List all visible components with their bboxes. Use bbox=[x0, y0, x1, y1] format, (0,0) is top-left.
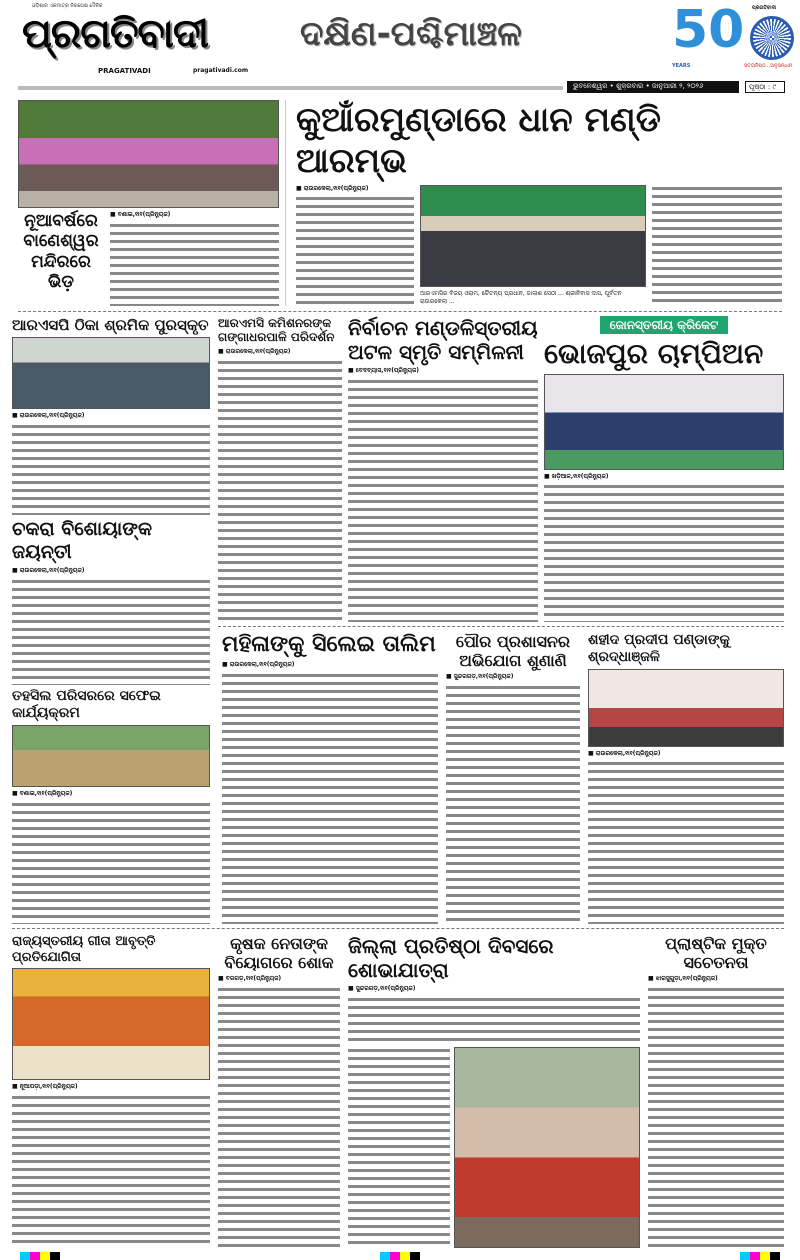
rmc-dateline: ■ ରାଉରକେଲା,୧ା୧(ପ୍ରିନ୍ୟୁଜ) bbox=[218, 347, 291, 355]
gita-photo bbox=[12, 968, 210, 1080]
mandi-story bbox=[296, 100, 782, 306]
temple-dateline: ■ ବଣାଇ,୧ା୧(ପ୍ରିନ୍ୟୁଜ) bbox=[110, 211, 171, 218]
chakra-dateline: ■ ରାଉରକେଲା,୧ା୧(ପ୍ରିନ୍ୟୁଜ) bbox=[12, 566, 85, 574]
krushak-headline: କୃଷକ ନେତାଙ୍କ ବିୟୋଗରେ ଶୋକ bbox=[224, 934, 334, 973]
gita-story bbox=[12, 934, 210, 1248]
tagline: ଓଡ଼ିଶାର ଏକମାତ୍ର ନିରପେକ୍ଷ ଦୈନିକ bbox=[32, 3, 103, 9]
jilla-headline: ଜିଲ୍ଲା ପ୍ରତିଷ୍ଠା ଦିବସରେ ଶୋଭାଯାତ୍ରା bbox=[348, 934, 554, 982]
gita-body bbox=[12, 1094, 210, 1248]
mandi-photo-col bbox=[420, 185, 646, 306]
shahid-body bbox=[588, 760, 784, 924]
left-column bbox=[12, 316, 210, 924]
anniversary-number: 50 bbox=[672, 0, 745, 60]
rmc-body bbox=[218, 359, 342, 622]
cricket-photo bbox=[544, 374, 784, 470]
seal-icon bbox=[750, 16, 794, 60]
plastic-story bbox=[648, 934, 784, 1248]
anniversary-years: YEARS bbox=[672, 63, 691, 69]
gita-dateline: ■ ନୂଆପଡ଼ା,୧ା୧(ପ୍ରିନ୍ୟୁଜ) bbox=[12, 1083, 78, 1091]
page-number: ପୃଷ୍ଠା : ୯ bbox=[745, 81, 785, 93]
cricket-kicker-banner: ଜୋନସ୍ତରୀୟ କ୍ରିକେଟ bbox=[600, 316, 729, 334]
mandi-headline: କୁଆଁରମୁଣ୍ଡାରେ ଧାନ ମଣ୍ଡି ଆରମ୍ଭ bbox=[296, 100, 661, 181]
tahasil-dateline: ■ ବଣାଇ,୧ା୧(ପ୍ରିନ୍ୟୁଜ) bbox=[12, 790, 73, 797]
mandi-body-col1 bbox=[296, 195, 414, 306]
row-middle bbox=[218, 316, 784, 622]
mandi-caption: ଆରଏମସିର ବିଜୟ ଓରାମ, ଚୈତନ୍ୟ ପ୍ରଧାନ, ଜାଲାଶ ସେଠୀ ... ଶ୍ରୀନିବାସ ଦାସ, ପୂର୍ବତନ ରାଉରକେଲା ... bbox=[420, 290, 622, 306]
section-divider bbox=[12, 928, 784, 929]
cricket-story bbox=[544, 316, 784, 622]
cricket-body bbox=[544, 483, 784, 622]
shahid-story bbox=[588, 632, 784, 924]
krushak-body bbox=[218, 986, 340, 1248]
mandi-dateline: ■ ରାଉରକେଲା,୧ା୧(ପ୍ରିନ୍ୟୁଜ) bbox=[296, 184, 369, 192]
shahid-photo bbox=[588, 669, 784, 747]
registration-mark bbox=[380, 1252, 420, 1260]
krushak-story bbox=[218, 934, 340, 1248]
plastic-body bbox=[648, 986, 784, 1248]
shahid-headline: ଶହୀଦ ପ୍ରଦୀପ ପଣ୍ଡାଙ୍କୁ ଶ୍ରଦ୍ଧାଞ୍ଜଳି bbox=[588, 632, 730, 665]
date-line: ଭୁବନେଶ୍ୱର • ଶୁକ୍ରବାର • ଜାନୁଆରୀ ୨, ୨୦୨୬ bbox=[567, 81, 739, 93]
registration-mark bbox=[20, 1252, 60, 1260]
newspaper-name: ପ୍ରଗତିବାଦୀ bbox=[22, 11, 209, 57]
rsp-dateline: ■ ରାଉରକେଲା,୧ା୧(ପ୍ରିନ୍ୟୁଜ) bbox=[12, 412, 85, 419]
temple-text bbox=[110, 211, 279, 306]
newspaper-name-english: PRAGATIVADI bbox=[98, 67, 151, 75]
website-url: pragativadi.com bbox=[193, 67, 249, 74]
row-top bbox=[18, 100, 782, 306]
shahid-dateline: ■ ରାଉରକେଲା,୧ା୧(ପ୍ରିନ୍ୟୁଜ) bbox=[588, 749, 661, 757]
silai-body bbox=[222, 672, 438, 924]
temple-photo bbox=[18, 100, 279, 208]
jilla-lower-row bbox=[348, 1047, 640, 1248]
paura-story bbox=[446, 632, 580, 924]
temple-headline: ନୂଆବର୍ଷରେ ବାଣେଶ୍ୱର ମନ୍ଦିରରେ ଭିଡ଼ bbox=[23, 211, 99, 293]
section-title: ଦକ୍ଷିଣ-ପଶ୍ଚିମାଞ୍ଚଳ bbox=[300, 14, 522, 54]
rmc-story bbox=[218, 316, 342, 622]
tahasil-photo bbox=[12, 725, 210, 787]
jilla-story bbox=[348, 934, 640, 1248]
row-bottom bbox=[12, 934, 784, 1248]
silai-headline: ମହିଳାଙ୍କୁ ସିଲେଇ ତାଲିମ bbox=[222, 632, 436, 657]
chakra-headline: ଚକରା ବିଶୋୟାଙ୍କ ଜୟନ୍ତୀ bbox=[12, 518, 152, 563]
tahasil-headline: ତହସିଲ ପରିସରରେ ସଫେଇ କାର୍ଯ୍ୟକ୍ରମ bbox=[12, 688, 161, 722]
mandi-body-col2 bbox=[652, 185, 782, 306]
paura-body bbox=[446, 684, 580, 924]
jilla-photo bbox=[454, 1047, 640, 1248]
paura-dateline: ■ ସୁନ୍ଦରଗଡ଼,୧ା୧(ପ୍ରିନ୍ୟୁଜ) bbox=[446, 673, 514, 681]
plastic-headline: ପ୍ଲାଷ୍ଟିକ ମୁକ୍ତ ସଚେତନତା bbox=[665, 934, 767, 973]
anniversary-brand: ପ୍ରଗତିବାଦୀ bbox=[752, 5, 777, 11]
rsp-body bbox=[12, 423, 210, 515]
masthead-logo bbox=[18, 4, 280, 78]
anniversary-logo bbox=[672, 0, 796, 80]
mandi-col1 bbox=[296, 185, 414, 306]
silai-story bbox=[222, 632, 438, 924]
krushak-dateline: ■ ବରଗଡ଼,୧ା୧(ପ୍ରିନ୍ୟୁଜ) bbox=[218, 975, 282, 983]
row-lower bbox=[222, 632, 784, 924]
chakra-body bbox=[12, 578, 210, 686]
rsp-headline: ଆରଏସପି ଠିକା ଶ୍ରମିକ ପୁରସ୍କୃତ bbox=[12, 316, 209, 334]
tahasil-body bbox=[12, 801, 210, 924]
atal-story bbox=[348, 316, 538, 622]
atal-dateline: ■ ବେଦବ୍ୟାସ,୧ା୧(ପ୍ରିନ୍ୟୁଜ) bbox=[348, 367, 419, 374]
cricket-headline: ଭୋଜପୁର ଚାମ୍ପିଅନ bbox=[544, 337, 764, 370]
anniversary-slogan: ସତ୍ୟନିଷ୍ଠ...ଅନୁସନ୍ଧାନ bbox=[744, 63, 793, 69]
gita-headline: ରାଜ୍ୟସ୍ତରୀୟ ଗୀତା ଆବୃତ୍ତି ପ୍ରତିଯୋଗିତା bbox=[12, 934, 156, 965]
masthead-rule bbox=[18, 86, 563, 90]
mandi-col2 bbox=[652, 185, 782, 306]
mandi-text-row bbox=[296, 185, 782, 306]
jilla-body-left bbox=[348, 1047, 450, 1248]
atal-body bbox=[348, 378, 538, 622]
section-divider bbox=[218, 626, 784, 627]
jilla-body-top bbox=[348, 996, 640, 1044]
mandi-photo bbox=[420, 185, 646, 288]
plastic-dateline: ■ ଝାରସୁଗୁଡ଼ା,୧ା୧(ପ୍ରିନ୍ୟୁଜ) bbox=[648, 975, 718, 983]
registration-mark bbox=[740, 1252, 780, 1260]
silai-dateline: ■ ରାଉରକେଲା,୧ା୧(ପ୍ରିନ୍ୟୁଜ) bbox=[222, 661, 295, 669]
temple-body bbox=[110, 222, 279, 306]
atal-headline: ନିର୍ବାଚନ ମଣ୍ଡଳିସ୍ତରୀୟ ଅଟଳ ସ୍ମୃତି ସମ୍ମିଳନୀ bbox=[348, 316, 538, 364]
temple-text-row bbox=[18, 211, 279, 306]
paura-headline: ପୌର ପ୍ରଶାସନର ଅଭିଯୋଗ ଶୁଣାଣି bbox=[455, 632, 571, 671]
temple-story bbox=[18, 100, 286, 306]
section-divider bbox=[18, 311, 782, 312]
rmc-headline: ଆରଏମସି କମିଶନରଙ୍କ ଗଙ୍ଗାଧରପାଳି ପରିଦର୍ଶନ bbox=[218, 316, 335, 345]
cricket-dateline: ■ ଖଡ଼ିଆଳ,୧ା୧(ପ୍ରିନ୍ୟୁଜ) bbox=[544, 472, 609, 480]
jilla-dateline: ■ ସୁନ୍ଦରଗଡ଼,୧ା୧(ପ୍ରିନ୍ୟୁଜ) bbox=[348, 985, 416, 992]
rsp-photo bbox=[12, 337, 210, 409]
